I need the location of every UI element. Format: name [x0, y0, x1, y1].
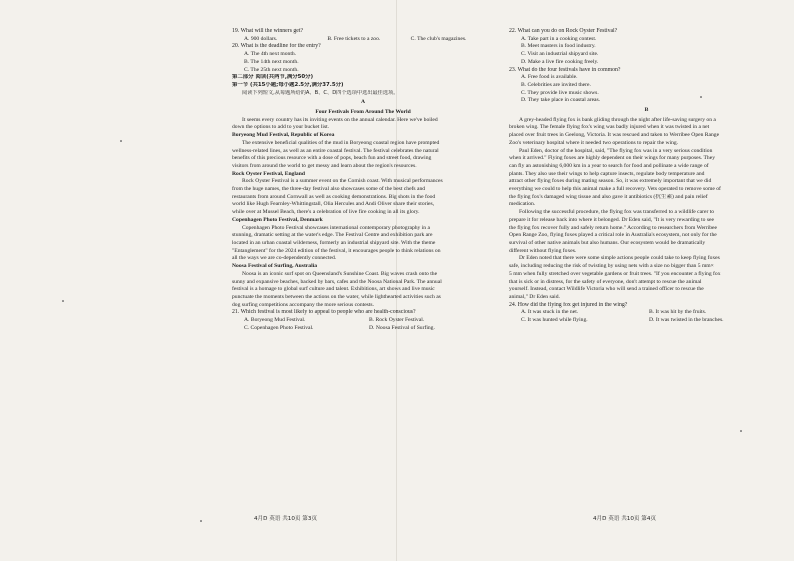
q22-option-c: C. Visit an industrial shipyard site.	[521, 51, 599, 58]
passage-a-label: A	[360, 99, 366, 106]
right-page-footer: 4月D 英语 共10页 第4页	[593, 516, 657, 522]
festival-4-line: Noosa is an iconic surf spot on Queensland's Sunshine Coast. Big waves crash onto the	[242, 270, 438, 277]
festival-3-line: all the ways we are co-dependently connected.	[232, 255, 337, 262]
q21-option-a: A. Boryeong Mud Festival.	[244, 317, 306, 324]
festival-name-4: Noosa Festival of Surfing, Australia	[232, 263, 317, 270]
festival-3-line: Copenhagen Photo Festival showcases international contemporary photography in a	[242, 224, 430, 231]
q23-option-c: C. They provide live music shows.	[521, 89, 599, 96]
right-column	[509, 28, 784, 325]
question-22: 22. What can you do on Rock Oyster Festival?	[509, 28, 618, 34]
q24-option-b: B. It was hit by the fruits.	[649, 309, 707, 316]
q23-option-d: D. They take place in coastal areas.	[521, 97, 601, 104]
q24-option-a: A. It was stuck in the net.	[521, 309, 579, 316]
q24-options-row-1	[509, 309, 784, 317]
paragraph-4-line: yourself. Instead, contact Wildlife Victoria who will send a trained officer to rescue the	[509, 286, 704, 293]
q21-option-b: B. Rock Oyster Festival.	[369, 317, 425, 324]
q22-option-a: A. Take part in a cooking contest.	[521, 35, 597, 42]
paragraph-2-line: attract other flying foxes during mating season. So, it was extremely important that we did	[509, 178, 712, 185]
festival-1-line: benefits of this precious resource with a dose of pops, beach fun and street food, drawing	[232, 155, 432, 162]
festival-2-line: restaurants from around Cornwall as well as cooking demonstrations. Big shots in the food	[232, 193, 436, 200]
paragraph-2-line: can fly an astonishing 6,000 km in a year to search for food and pollinate a wide range of	[509, 162, 709, 169]
q22-option-b: B. Meet masters in food industry.	[521, 43, 596, 50]
paragraph-2-line: plants. They also use their wings to help capture insects, regulate body temperature and	[509, 170, 705, 177]
scan-speck	[740, 430, 742, 432]
q19-option-b: B. Free tickets to a zoo.	[327, 35, 381, 42]
paragraph-2-line: medication.	[509, 201, 536, 208]
q21-option-c: C. Copenhagen Photo Festival.	[244, 324, 314, 331]
festival-4-line: festival is a homage to global surf culture and talent. Exhibitions, art shows and live music	[232, 286, 435, 293]
intro-line-2: down the options to add to your bucket list.	[232, 124, 330, 131]
festival-3-line: located in an urban coastal wilderness, formerly an industrial shipyard site. With the theme	[232, 239, 436, 246]
left-page-footer: 4月D 英语 共10页 第3页	[254, 516, 318, 522]
part2-heading: 第二部分 阅读(共两节,满分50分)	[232, 74, 314, 81]
section1-heading: 第一节 (共15小题;每小题2.5分,满分37.5分)	[232, 81, 344, 88]
festival-3-line: stunning, dramatic setting at the water's edge. The Festival Centre and exhibition park are	[232, 232, 433, 239]
q21-option-d: D. Noosa Festival of Surfing.	[369, 324, 435, 331]
festival-4-line: punctuate the moments between the actions on the water, while lighthearted activities such as	[232, 293, 441, 300]
question-24: 24. How did the flying fox get injured in the wing?	[509, 301, 628, 308]
paragraph-3-line: prepare it for release back into where it belonged. Dr Eden said, "It is very rewarding to see	[509, 216, 714, 223]
paragraph-3-line: the flying fox recover fully and safely return home." According to researchers from Werribee	[509, 224, 717, 231]
passage-title: Four Festivals From Around The World	[315, 109, 411, 116]
festival-1-line: visitors from around the world to get messy and learn about the region's resources.	[232, 162, 417, 169]
q19-option-c: C. The club's magazines.	[410, 35, 467, 42]
right-page	[397, 0, 794, 561]
festival-3-line: "Entanglement" for the 2024 edition of the festival, it encourages people to think relations on	[232, 247, 441, 254]
festival-2-line: while over at Mussel Beach, there's a celebration of live fire cooking in all its glory.	[232, 209, 420, 216]
paragraph-2-line: the flying fox's damaged wing tissue and also gave it antibiotics (抗生素) and pain relief	[509, 193, 708, 200]
q20-option-c: C. The 25th next month.	[244, 66, 299, 73]
festival-2-line: Rock Oyster Festival is a summer event on the Cornish coast. With musical performances	[242, 178, 443, 185]
paragraph-4-line: safe, including reducing the risk of twisting by using nets with a size no bigger than 5 mm×	[509, 263, 714, 270]
paragraph-3-line: different without flying foxes.	[509, 247, 577, 254]
instructions: 阅读下列短文,从每题所给的A、B、C、D四个选项中选出最佳选项。	[242, 89, 399, 96]
paragraph-4-line: 5 mm when fully stretched over vegetable gardens or fruit trees. "If you encounter a flying fox	[509, 270, 721, 277]
question-23: 23. What do the four festivals have in common?	[509, 66, 621, 73]
scan-speck	[62, 300, 64, 302]
intro-line-1: It seems every country has its inviting events on the annual calendar. Here we've boiled	[242, 116, 438, 123]
paragraph-2-line: everything we could to help this animal make a full recovery. Vets operated to remove some of	[509, 186, 721, 193]
paragraph-4-line: animal," Dr Eden said.	[509, 293, 560, 300]
paragraph-3-line: Following the successful procedure, the flying fox was transferred to a wildlife carer to	[519, 209, 715, 216]
q20-option-a: A. The 4th next month.	[244, 51, 297, 58]
paragraph-2-line: when it arrived." Flying foxes are highly dependent on their wings for many purposes. They	[509, 155, 715, 162]
paragraph-1-line: Zoo's veterinary hospital where it needed two operations to repair the wing.	[509, 139, 679, 146]
scan-speck	[120, 140, 122, 142]
question-20: 20. What is the deadline for the entry?	[232, 43, 321, 50]
question-21: 21. Which festival is most likely to appeal to people who are health-conscious?	[232, 309, 416, 316]
paragraph-1-line: broken wing. The female flying fox's wing was badly injured when it was twisted in a net	[509, 124, 710, 131]
festival-2-line: from the huge names, the three-day festival also showcases some of the best chefs and	[232, 186, 426, 193]
paragraph-1-line: A grey-headed flying fox is bank gliding through the night after life-saving surgery on a	[519, 116, 716, 123]
q19-option-a: A. 900 dollars.	[244, 35, 278, 42]
q23-option-b: B. Celebrities are invited there.	[521, 81, 591, 88]
paragraph-2-line: Paul Eden, doctor of the hospital, said, "The flying fox was in a very serious condition	[519, 147, 713, 154]
festival-4-line: dog surfing competitions accompany the more serious contests.	[232, 301, 374, 308]
festival-2-line: world like Hugh Fearnley-Whittingstall, Olia Hercules and Andi Oliver share their stories,	[232, 201, 435, 208]
q24-option-c: C. It was hunted while flying.	[521, 317, 588, 324]
q22-option-d: D. Make a live fire cooking freely.	[521, 58, 599, 65]
q20-option-b: B. The 14th next month.	[244, 58, 299, 65]
festival-1-line: wellness-related lines, as well as an entire coastal festival. The festival celebrates the natural	[232, 147, 439, 154]
paragraph-4-line: Dr Eden noted that there were some simple actions people could take to keep flying foxes	[519, 255, 720, 262]
festival-name-2: Rock Oyster Festival, England	[232, 170, 305, 177]
q23-option-a: A. Free food is available.	[521, 74, 578, 81]
q24-option-d: D. It was twisted in the branches.	[649, 317, 724, 324]
passage-b-label: B	[644, 107, 649, 114]
paragraph-3-line: survival of other native animals but also humans. Our ecosystem would be dramatically	[509, 239, 706, 246]
festival-name-1: Boryeong Mud Festival, Republic of Korea	[232, 132, 335, 139]
scan-speck	[200, 520, 202, 522]
question-19: 19. What will the winners get?	[232, 28, 304, 34]
scan-speck	[700, 96, 702, 98]
festival-1-line: The extensive beneficial qualities of the mud in Boryeong coastal region have prompted	[242, 139, 440, 146]
paragraph-4-line: that is sick or in distress, for the safety of everyone, don't attempt to rescue the animal	[509, 278, 702, 285]
paragraph-3-line: Open Range Zoo, flying foxes played a critical role in Australia's ecosystem, not only for the	[509, 232, 717, 239]
festival-4-line: sunny and expansive beaches, backed by bars, cafes and the Noosa National Park. The annual	[232, 278, 442, 285]
paragraph-1-line: placed over fruit trees in Geelong, Victoria. It was rescued and taken to Werribee Open Range	[509, 132, 720, 139]
festival-name-3: Copenhagen Photo Festival, Denmark	[232, 216, 323, 223]
q24-options-row-2	[509, 317, 784, 325]
